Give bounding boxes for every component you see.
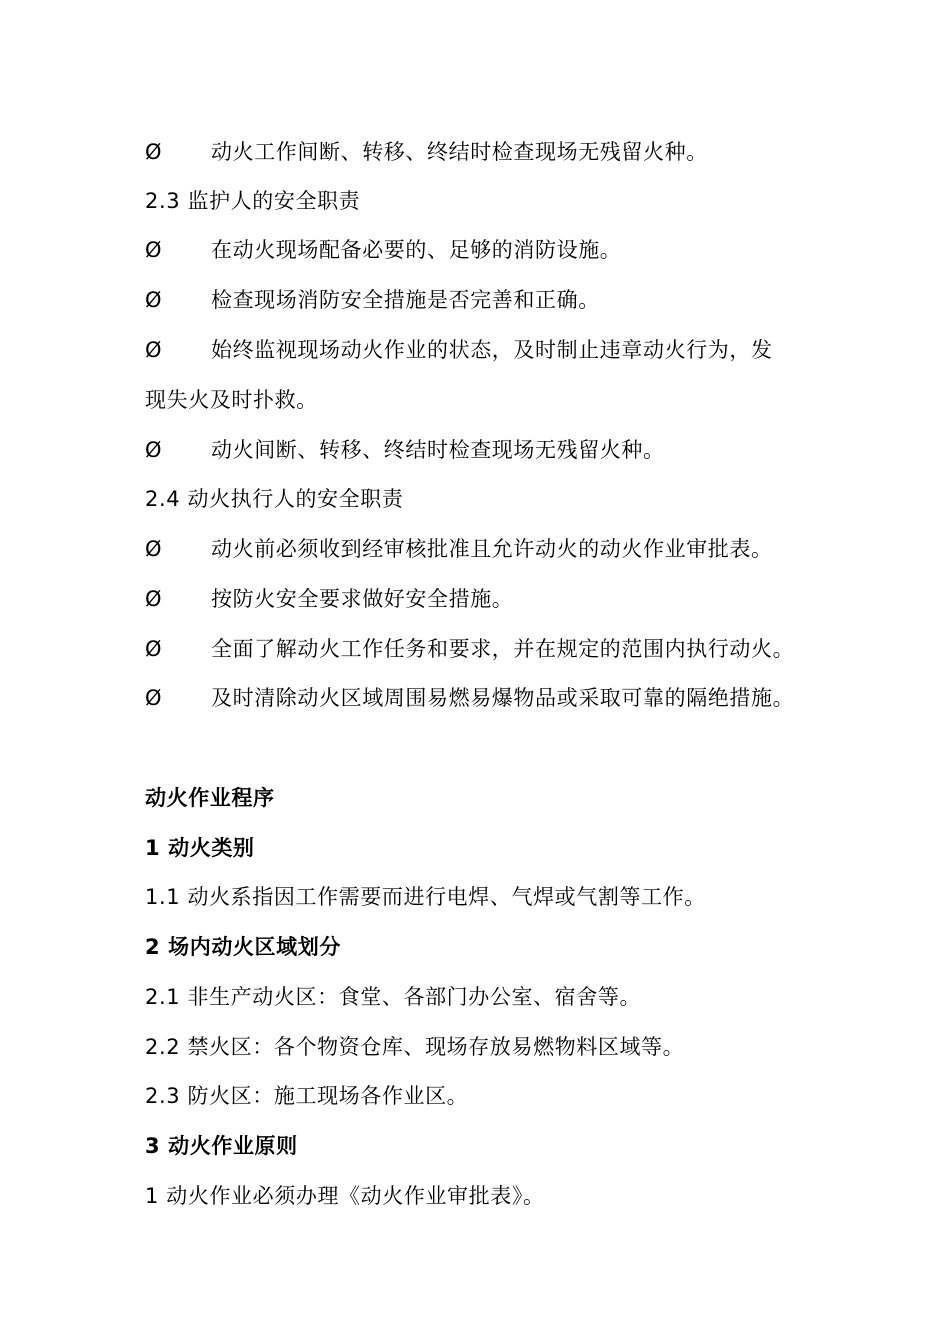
bullet-icon: Ø [145,587,163,611]
bullet-line [145,139,708,165]
line-text: 禁火区：各个物资仓库、现场存放易燃物料区域等。 [187,1035,685,1059]
numbered-line [145,884,706,910]
numbered-line [145,1183,545,1209]
line-text: 全面了解动火工作任务和要求，并在规定的范围内执行动火。 [211,637,795,661]
numbered-line [145,1083,468,1109]
line-text: 动火间断、转移、终结时检查现场无残留火种。 [211,438,665,462]
line-text: 在动火现场配备必要的、足够的消防设施。 [211,238,622,262]
bullet-icon: Ø [145,637,163,661]
line-text: 检查现场消防安全措施是否完善和正确。 [211,288,600,312]
bullet-line [145,437,665,463]
line-text: 动火执行人的安全职责 [187,487,404,511]
line-text: 及时清除动火区域周围易燃易爆物品或采取可靠的隔绝措施。 [211,686,795,710]
bullet-line [145,685,794,711]
bullet-icon: Ø [145,686,163,710]
bold-heading: 1 动火类别 [145,836,255,860]
bullet-line [145,337,773,363]
section-number: 2.2 [145,1035,181,1059]
bullet-icon: Ø [145,438,163,462]
bullet-line [145,287,600,313]
section-number: 2.1 [145,985,181,1009]
bullet-icon: Ø [145,537,163,561]
line-text: 按防火安全要求做好安全措施。 [211,587,514,611]
continuation-line [145,387,318,413]
line-text: 始终监视现场动火作业的状态，及时制止违章动火行为，发 [211,338,773,362]
section-heading [145,188,360,214]
line-text: 监护人的安全职责 [187,189,361,213]
numbered-line [145,984,641,1010]
bold-heading: 3 动火作业原则 [145,1134,298,1158]
section-number: 2.3 [145,189,181,213]
line-text: 动火作业必须办理《动火作业审批表》。 [166,1184,545,1208]
line-text: 动火系指因工作需要而进行电焊、气焊或气割等工作。 [187,885,706,909]
bullet-icon: Ø [145,338,163,362]
line-text: 动火工作间断、转移、终结时检查现场无残留火种。 [211,140,708,164]
line-text: 动火前必须收到经审核批准且允许动火的动火作业审批表。 [211,537,773,561]
section-heading [145,486,403,512]
line-text: 现失火及时扑救。 [145,388,318,412]
section-number: 1 [145,1184,159,1208]
section-number: 2.3 [145,1084,181,1108]
bullet-icon: Ø [145,238,163,262]
numbered-line [145,1034,684,1060]
bold-heading: 2 场内动火区域划分 [145,935,341,959]
bullet-line [145,636,794,662]
bullet-line [145,536,773,562]
bullet-icon: Ø [145,288,163,312]
bullet-icon: Ø [145,140,163,164]
bullet-line [145,586,513,612]
bullet-line [145,237,621,263]
section-number: 1.1 [145,885,181,909]
bold-heading: 动火作业程序 [145,786,275,810]
section-number: 2.4 [145,487,181,511]
line-text: 非生产动火区：食堂、各部门办公室、宿舍等。 [187,985,642,1009]
line-text: 防火区：施工现场各作业区。 [187,1084,469,1108]
